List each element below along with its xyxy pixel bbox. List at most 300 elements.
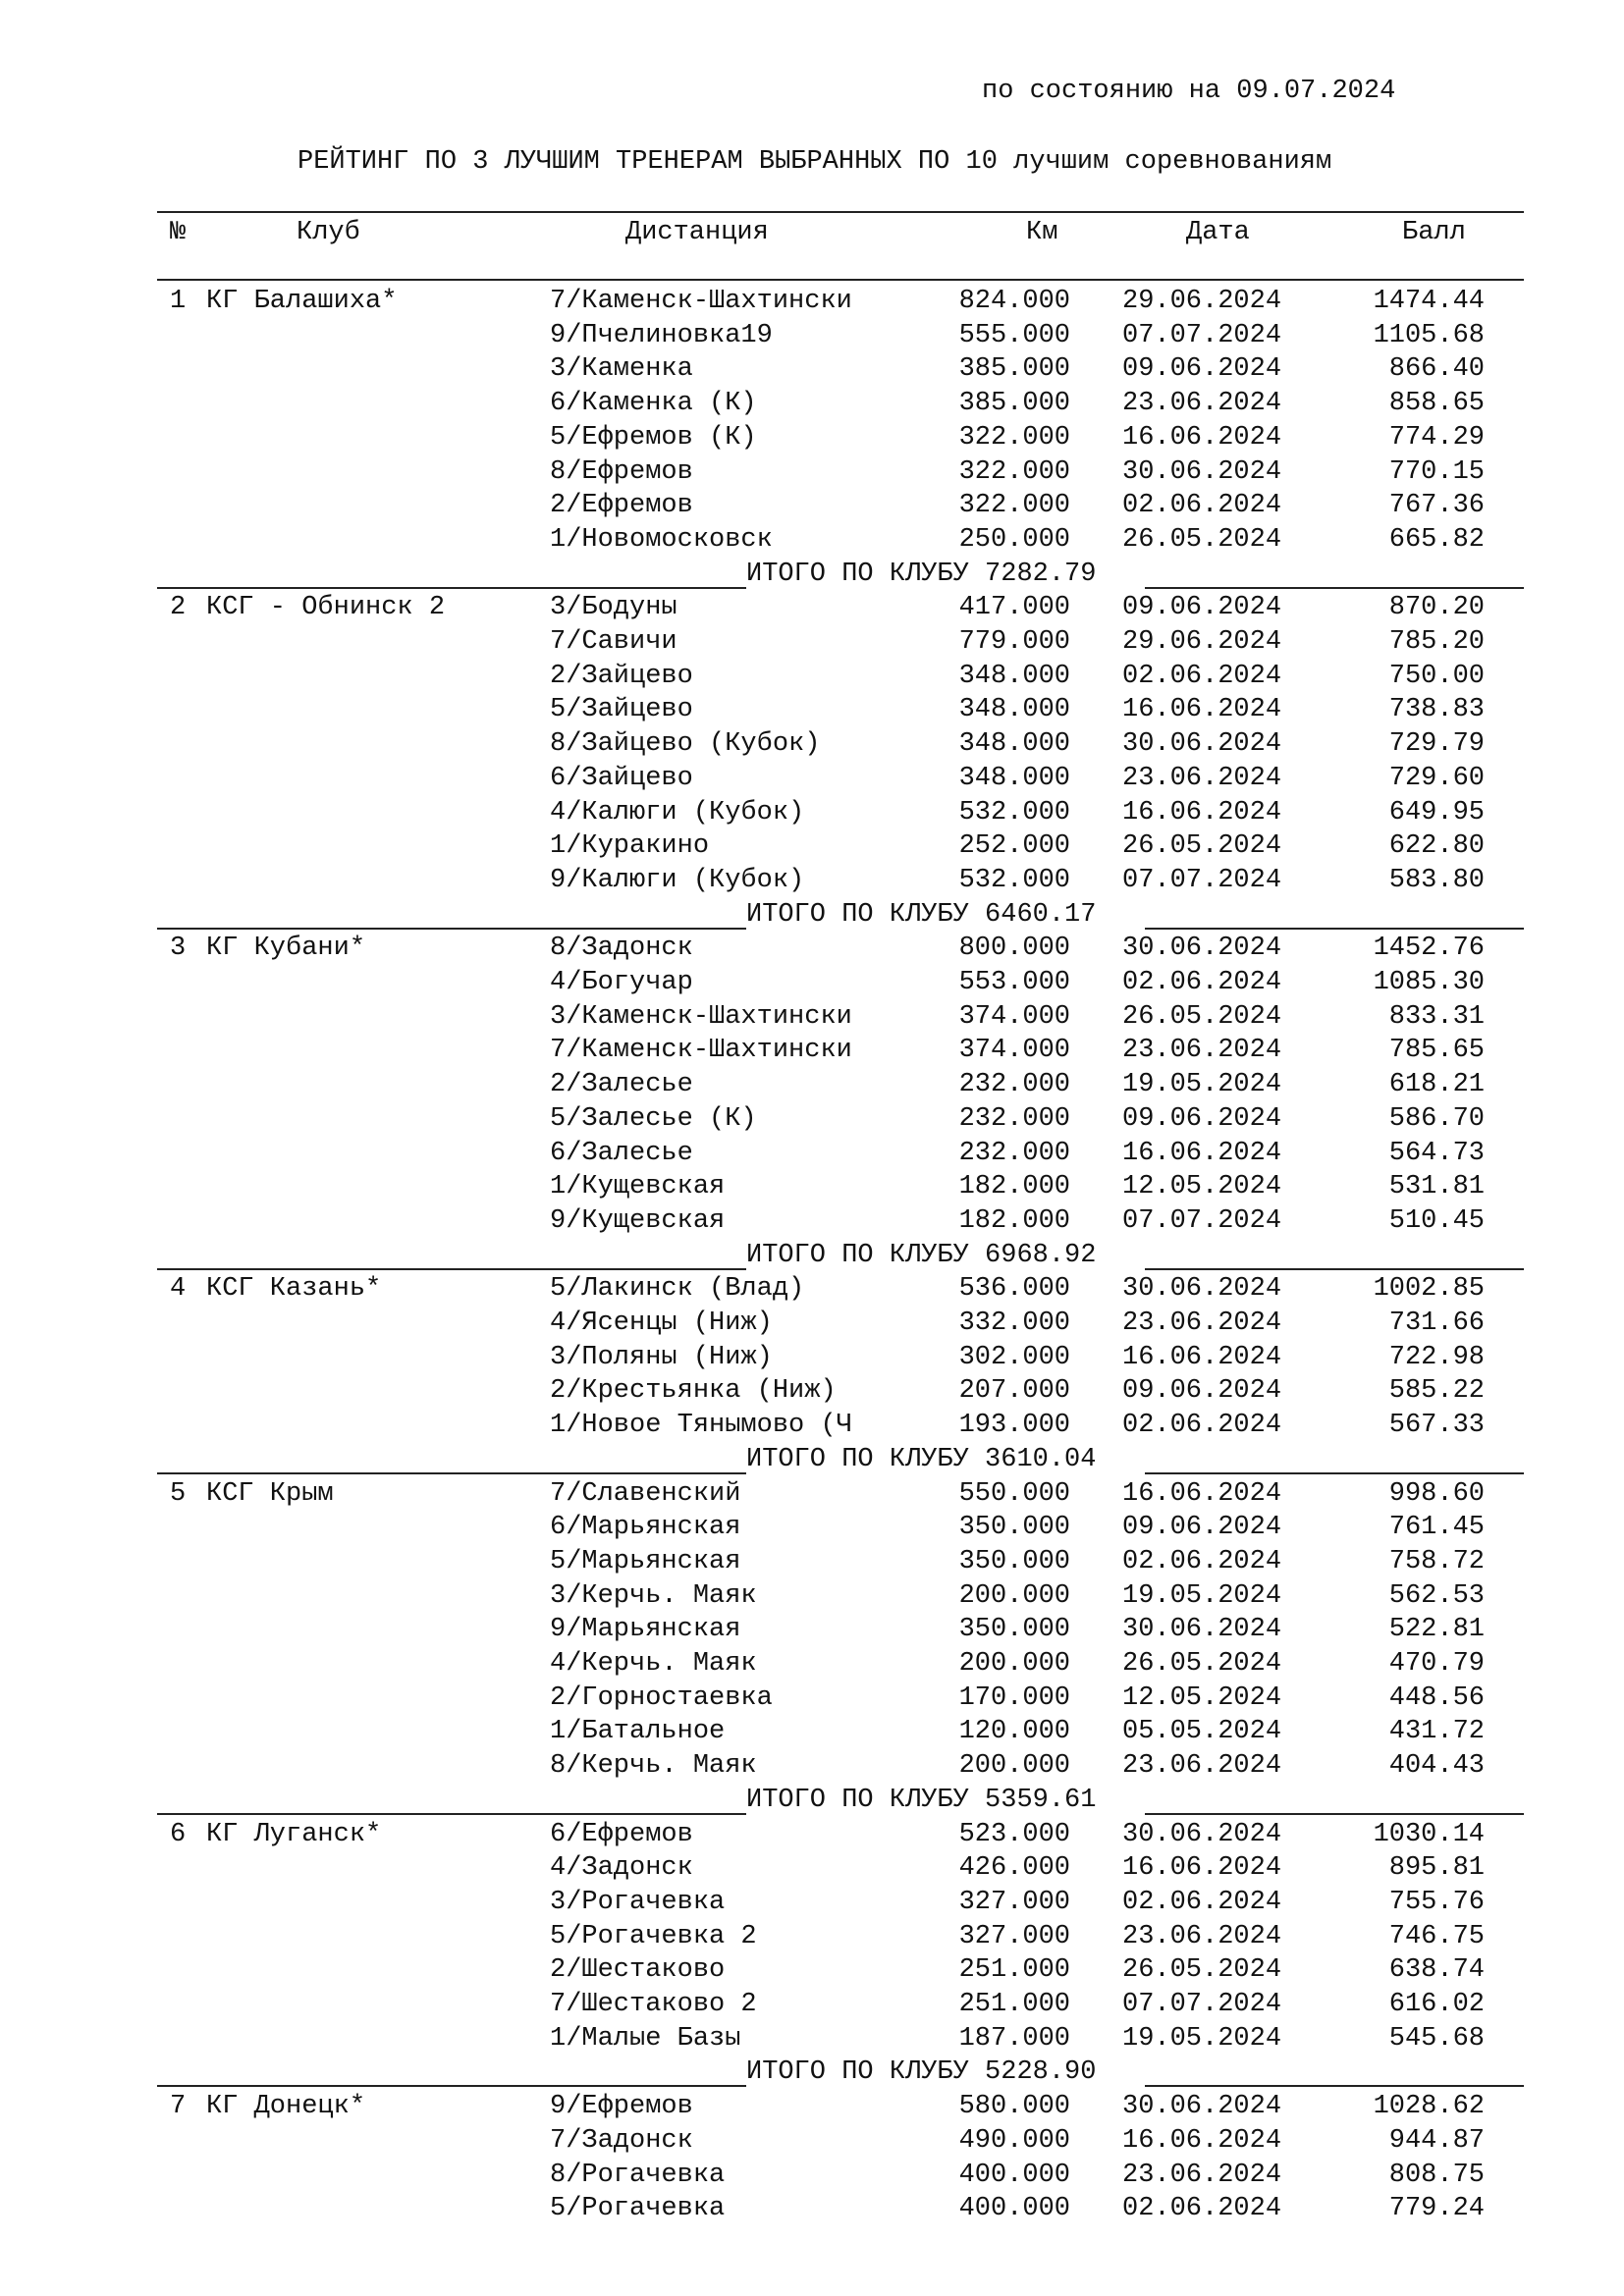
km-cell: 350.000 bbox=[958, 1513, 1070, 1543]
date-cell: 26.05.2024 bbox=[1122, 1649, 1282, 1679]
distance-cell: 2/Залесье bbox=[550, 1070, 693, 1100]
col-header-distance: Дистанция bbox=[625, 218, 769, 247]
club-total bbox=[746, 1241, 1096, 1270]
score-cell: 522.81 bbox=[1388, 1615, 1485, 1645]
km-cell: 302.000 bbox=[958, 1342, 1070, 1372]
distance-cell: 6/Зайцево bbox=[550, 763, 693, 793]
date-cell: 07.07.2024 bbox=[1122, 1205, 1282, 1236]
km-cell: 417.000 bbox=[958, 593, 1070, 623]
km-cell: 779.000 bbox=[958, 627, 1070, 657]
score-cell: 404.43 bbox=[1388, 1751, 1485, 1782]
km-cell: 550.000 bbox=[958, 1478, 1070, 1509]
date-cell: 02.06.2024 bbox=[1122, 1411, 1282, 1441]
date-cell: 09.06.2024 bbox=[1122, 1376, 1282, 1407]
club-rank: 4 bbox=[170, 1274, 187, 1305]
score-cell: 758.72 bbox=[1388, 1546, 1485, 1576]
date-cell: 16.06.2024 bbox=[1122, 1853, 1282, 1884]
date-cell: 30.06.2024 bbox=[1122, 729, 1282, 760]
km-cell: 182.000 bbox=[958, 1172, 1070, 1202]
score-cell: 729.79 bbox=[1388, 729, 1485, 760]
page-title: РЕЙТИНГ ПО 3 ЛУЧШИМ ТРЕНЕРАМ ВЫБРАННЫХ ПО 10 лучшим соревнованиям bbox=[298, 147, 1332, 177]
total-value: 5359.61 bbox=[985, 1785, 1097, 1815]
km-cell: 200.000 bbox=[958, 1580, 1070, 1611]
date-cell: 16.06.2024 bbox=[1122, 1342, 1282, 1372]
date-cell: 07.07.2024 bbox=[1122, 320, 1282, 350]
score-cell: 1105.68 bbox=[1373, 320, 1485, 350]
date-cell: 30.06.2024 bbox=[1122, 456, 1282, 487]
score-cell: 895.81 bbox=[1388, 1853, 1485, 1884]
score-cell: 665.82 bbox=[1388, 524, 1485, 555]
score-cell: 1452.76 bbox=[1373, 934, 1485, 964]
date-cell: 09.06.2024 bbox=[1122, 593, 1282, 623]
header-bottom-rule bbox=[157, 279, 1524, 281]
score-cell: 767.36 bbox=[1388, 491, 1485, 521]
club-total-row bbox=[157, 900, 1524, 934]
score-cell: 1085.30 bbox=[1373, 968, 1485, 997]
club-total-row bbox=[157, 1241, 1524, 1275]
date-cell: 07.07.2024 bbox=[1122, 865, 1282, 895]
score-cell: 583.80 bbox=[1388, 865, 1485, 895]
date-cell: 26.05.2024 bbox=[1122, 831, 1282, 862]
table-row bbox=[0, 1070, 1624, 1104]
distance-cell: 9/Пчелиновка19 bbox=[550, 320, 773, 350]
km-cell: 182.000 bbox=[958, 1205, 1070, 1236]
km-cell: 523.000 bbox=[958, 1819, 1070, 1849]
score-cell: 722.98 bbox=[1388, 1342, 1485, 1372]
score-cell: 785.65 bbox=[1388, 1036, 1485, 1066]
club-total bbox=[746, 560, 1096, 589]
table-row bbox=[0, 934, 1624, 968]
km-cell: 553.000 bbox=[958, 968, 1070, 997]
total-rule-left bbox=[157, 1268, 746, 1270]
club-total bbox=[746, 1445, 1096, 1474]
table-row bbox=[0, 1206, 1624, 1241]
total-rule-left bbox=[157, 1472, 746, 1474]
km-cell: 490.000 bbox=[958, 2125, 1070, 2156]
km-cell: 400.000 bbox=[958, 2194, 1070, 2224]
table-row bbox=[0, 1717, 1624, 1751]
table-row bbox=[0, 354, 1624, 389]
table-row bbox=[0, 1139, 1624, 1173]
score-cell: 638.74 bbox=[1388, 1955, 1485, 1986]
score-cell: 1474.44 bbox=[1373, 287, 1485, 316]
date-cell: 09.06.2024 bbox=[1122, 1103, 1282, 1134]
col-header-num: № bbox=[170, 218, 187, 247]
km-cell: 170.000 bbox=[958, 1682, 1070, 1713]
distance-cell: 2/Ефремов bbox=[550, 491, 693, 521]
km-cell: 332.000 bbox=[958, 1308, 1070, 1338]
table-row bbox=[0, 866, 1624, 900]
col-header-club: Клуб bbox=[297, 218, 360, 247]
table-row bbox=[0, 627, 1624, 662]
score-cell: 649.95 bbox=[1388, 797, 1485, 828]
table-row bbox=[0, 1547, 1624, 1581]
club-name: КГ Луганск* bbox=[206, 1819, 382, 1849]
table-row bbox=[0, 831, 1624, 866]
score-cell: 944.87 bbox=[1388, 2125, 1485, 2156]
km-cell: 327.000 bbox=[958, 1887, 1070, 1917]
km-cell: 555.000 bbox=[958, 320, 1070, 350]
table-row bbox=[0, 1036, 1624, 1070]
table-row bbox=[0, 1888, 1624, 1922]
date-cell: 23.06.2024 bbox=[1122, 1308, 1282, 1338]
km-cell: 350.000 bbox=[958, 1615, 1070, 1645]
total-rule-right bbox=[1145, 1268, 1524, 1270]
table-row bbox=[0, 1683, 1624, 1718]
table-row bbox=[0, 968, 1624, 1002]
distance-cell: 5/Зайцево bbox=[550, 695, 693, 725]
table-row bbox=[0, 1990, 1624, 2024]
table-row bbox=[0, 695, 1624, 729]
date-cell: 29.06.2024 bbox=[1122, 287, 1282, 316]
table-row bbox=[0, 1581, 1624, 1616]
table-row bbox=[0, 2161, 1624, 2195]
score-cell: 761.45 bbox=[1388, 1513, 1485, 1543]
score-cell: 585.22 bbox=[1388, 1376, 1485, 1407]
distance-cell: 5/Рогачевка 2 bbox=[550, 1921, 757, 1951]
date-cell: 30.06.2024 bbox=[1122, 2092, 1282, 2122]
date-cell: 16.06.2024 bbox=[1122, 1138, 1282, 1168]
km-cell: 232.000 bbox=[958, 1070, 1070, 1100]
date-cell: 09.06.2024 bbox=[1122, 354, 1282, 385]
score-cell: 738.83 bbox=[1388, 695, 1485, 725]
total-rule-left bbox=[157, 587, 746, 589]
club-total-row bbox=[157, 1445, 1524, 1479]
score-cell: 448.56 bbox=[1388, 1682, 1485, 1713]
table-row bbox=[0, 2092, 1624, 2126]
km-cell: 824.000 bbox=[958, 287, 1070, 316]
km-cell: 232.000 bbox=[958, 1138, 1070, 1168]
date-cell: 02.06.2024 bbox=[1122, 1887, 1282, 1917]
total-rule-left bbox=[157, 928, 746, 930]
table-row bbox=[0, 2194, 1624, 2228]
date-cell: 02.06.2024 bbox=[1122, 2194, 1282, 2224]
date-cell: 02.06.2024 bbox=[1122, 1546, 1282, 1576]
table-row bbox=[0, 423, 1624, 457]
club-total-row bbox=[157, 560, 1524, 594]
table-row bbox=[0, 287, 1624, 321]
date-cell: 16.06.2024 bbox=[1122, 695, 1282, 725]
total-rule-right bbox=[1145, 2085, 1524, 2087]
date-cell: 23.06.2024 bbox=[1122, 2160, 1282, 2190]
club-rank: 2 bbox=[170, 593, 187, 623]
distance-cell: 3/Каменск-Шахтински bbox=[550, 1001, 852, 1032]
score-cell: 770.15 bbox=[1388, 456, 1485, 487]
distance-cell: 7/Савичи bbox=[550, 627, 677, 657]
table-row bbox=[0, 1955, 1624, 1990]
table-row bbox=[0, 1479, 1624, 1514]
distance-cell: 7/Каменск-Шахтински bbox=[550, 1036, 852, 1066]
distance-cell: 8/Задонск bbox=[550, 934, 693, 964]
distance-cell: 6/Марьянская bbox=[550, 1513, 741, 1543]
distance-cell: 6/Каменка (К) bbox=[550, 389, 757, 419]
distance-cell: 8/Ефремов bbox=[550, 456, 693, 487]
date-cell: 30.06.2024 bbox=[1122, 1615, 1282, 1645]
km-cell: 532.000 bbox=[958, 865, 1070, 895]
date-cell: 29.06.2024 bbox=[1122, 627, 1282, 657]
km-cell: 536.000 bbox=[958, 1274, 1070, 1305]
table-row bbox=[0, 1172, 1624, 1206]
date-cell: 23.06.2024 bbox=[1122, 1921, 1282, 1951]
score-cell: 746.75 bbox=[1388, 1921, 1485, 1951]
club-total-row bbox=[157, 1786, 1524, 1820]
km-cell: 385.000 bbox=[958, 389, 1070, 419]
table-row bbox=[0, 389, 1624, 423]
score-cell: 729.60 bbox=[1388, 763, 1485, 793]
score-cell: 866.40 bbox=[1388, 354, 1485, 385]
score-cell: 870.20 bbox=[1388, 593, 1485, 623]
date-cell: 26.05.2024 bbox=[1122, 1001, 1282, 1032]
score-cell: 567.33 bbox=[1388, 1411, 1485, 1441]
score-cell: 531.81 bbox=[1388, 1172, 1485, 1202]
total-label: ИТОГО ПО КЛУБУ bbox=[746, 1240, 969, 1270]
km-cell: 322.000 bbox=[958, 456, 1070, 487]
score-cell: 622.80 bbox=[1388, 831, 1485, 862]
score-cell: 1030.14 bbox=[1373, 1819, 1485, 1849]
date-cell: 07.07.2024 bbox=[1122, 1990, 1282, 2019]
km-cell: 385.000 bbox=[958, 354, 1070, 385]
distance-cell: 7/Каменск-Шахтински bbox=[550, 287, 852, 316]
total-label: ИТОГО ПО КЛУБУ bbox=[746, 2057, 969, 2088]
total-rule-left bbox=[157, 1813, 746, 1815]
total-value: 5228.90 bbox=[985, 2057, 1097, 2088]
distance-cell: 1/Малые Базы bbox=[550, 2023, 741, 2054]
km-cell: 322.000 bbox=[958, 491, 1070, 521]
score-cell: 755.76 bbox=[1388, 1887, 1485, 1917]
date-cell: 23.06.2024 bbox=[1122, 763, 1282, 793]
club-name: КГ Донецк* bbox=[206, 2092, 366, 2122]
col-header-date: Дата bbox=[1186, 218, 1250, 247]
date-cell: 02.06.2024 bbox=[1122, 968, 1282, 997]
distance-cell: 7/Славенский bbox=[550, 1478, 741, 1509]
distance-cell: 5/Рогачевка bbox=[550, 2194, 726, 2224]
km-cell: 374.000 bbox=[958, 1001, 1070, 1032]
score-cell: 618.21 bbox=[1388, 1070, 1485, 1100]
date-cell: 19.05.2024 bbox=[1122, 2023, 1282, 2054]
distance-cell: 5/Ефремов (К) bbox=[550, 422, 757, 453]
total-value: 3610.04 bbox=[985, 1444, 1097, 1474]
score-cell: 785.20 bbox=[1388, 627, 1485, 657]
total-value: 6460.17 bbox=[985, 899, 1097, 930]
distance-cell: 5/Залесье (К) bbox=[550, 1103, 757, 1134]
score-cell: 750.00 bbox=[1388, 661, 1485, 691]
distance-cell: 7/Задонск bbox=[550, 2125, 693, 2156]
date-cell: 30.06.2024 bbox=[1122, 1274, 1282, 1305]
total-rule-right bbox=[1145, 587, 1524, 589]
score-cell: 562.53 bbox=[1388, 1580, 1485, 1611]
km-cell: 580.000 bbox=[958, 2092, 1070, 2122]
table-row bbox=[0, 1853, 1624, 1888]
distance-cell: 7/Шестаково 2 bbox=[550, 1990, 757, 2019]
club-rank: 1 bbox=[170, 287, 187, 316]
distance-cell: 2/Горностаевка bbox=[550, 1682, 773, 1713]
date-cell: 12.05.2024 bbox=[1122, 1172, 1282, 1202]
score-cell: 510.45 bbox=[1388, 1205, 1485, 1236]
km-cell: 348.000 bbox=[958, 695, 1070, 725]
date-cell: 02.06.2024 bbox=[1122, 661, 1282, 691]
km-cell: 200.000 bbox=[958, 1751, 1070, 1782]
total-value: 6968.92 bbox=[985, 1240, 1097, 1270]
distance-cell: 1/Кущевская bbox=[550, 1172, 726, 1202]
distance-cell: 3/Бодуны bbox=[550, 593, 677, 623]
distance-cell: 4/Калюги (Кубок) bbox=[550, 797, 805, 828]
table-row bbox=[0, 1751, 1624, 1786]
distance-cell: 9/Калюги (Кубок) bbox=[550, 865, 805, 895]
distance-cell: 6/Залесье bbox=[550, 1138, 693, 1168]
table-row bbox=[0, 1513, 1624, 1547]
club-total bbox=[746, 900, 1096, 930]
distance-cell: 1/Новомосковск bbox=[550, 524, 773, 555]
table-row bbox=[0, 2126, 1624, 2161]
date-cell: 16.06.2024 bbox=[1122, 422, 1282, 453]
km-cell: 251.000 bbox=[958, 1955, 1070, 1986]
score-cell: 833.31 bbox=[1388, 1001, 1485, 1032]
total-value: 7282.79 bbox=[985, 559, 1097, 589]
club-rank: 5 bbox=[170, 1478, 187, 1509]
date-cell: 16.06.2024 bbox=[1122, 1478, 1282, 1509]
club-rank: 6 bbox=[170, 1819, 187, 1849]
table-row bbox=[0, 491, 1624, 525]
km-cell: 120.000 bbox=[958, 1717, 1070, 1747]
club-total bbox=[746, 2057, 1096, 2087]
km-cell: 348.000 bbox=[958, 729, 1070, 760]
score-cell: 1002.85 bbox=[1373, 1274, 1485, 1305]
table-row bbox=[0, 2024, 1624, 2058]
table-row bbox=[0, 662, 1624, 696]
score-cell: 1028.62 bbox=[1373, 2092, 1485, 2122]
distance-cell: 1/Новое Тянымово (Ч bbox=[550, 1411, 852, 1441]
date-cell: 16.06.2024 bbox=[1122, 2125, 1282, 2156]
date-cell: 23.06.2024 bbox=[1122, 389, 1282, 419]
table-row bbox=[0, 798, 1624, 832]
distance-cell: 2/Крестьянка (Ниж) bbox=[550, 1376, 837, 1407]
score-cell: 564.73 bbox=[1388, 1138, 1485, 1168]
distance-cell: 3/Каменка bbox=[550, 354, 693, 385]
club-name: КГ Балашиха* bbox=[206, 287, 398, 316]
km-cell: 250.000 bbox=[958, 524, 1070, 555]
club-total bbox=[746, 1786, 1096, 1815]
score-cell: 616.02 bbox=[1388, 1990, 1485, 2019]
table-row bbox=[0, 729, 1624, 764]
distance-cell: 9/Марьянская bbox=[550, 1615, 741, 1645]
club-name: КСГ Казань* bbox=[206, 1274, 382, 1305]
table-row bbox=[0, 1104, 1624, 1139]
distance-cell: 8/Рогачевка bbox=[550, 2160, 726, 2190]
distance-cell: 9/Ефремов bbox=[550, 2092, 693, 2122]
km-cell: 800.000 bbox=[958, 934, 1070, 964]
distance-cell: 4/Керчь. Маяк bbox=[550, 1649, 757, 1679]
km-cell: 232.000 bbox=[958, 1103, 1070, 1134]
score-cell: 774.29 bbox=[1388, 422, 1485, 453]
col-header-km: Км bbox=[1026, 218, 1058, 247]
distance-cell: 6/Ефремов bbox=[550, 1819, 693, 1849]
score-cell: 998.60 bbox=[1388, 1478, 1485, 1509]
distance-cell: 9/Кущевская bbox=[550, 1205, 726, 1236]
score-cell: 858.65 bbox=[1388, 389, 1485, 419]
club-name: КСГ Крым bbox=[206, 1478, 334, 1509]
table-row bbox=[0, 1649, 1624, 1683]
table-row bbox=[0, 457, 1624, 492]
table-row bbox=[0, 1922, 1624, 1956]
date-cell: 19.05.2024 bbox=[1122, 1070, 1282, 1100]
km-cell: 252.000 bbox=[958, 831, 1070, 862]
km-cell: 426.000 bbox=[958, 1853, 1070, 1884]
distance-cell: 3/Поляны (Ниж) bbox=[550, 1342, 773, 1372]
table-row bbox=[0, 1274, 1624, 1308]
km-cell: 251.000 bbox=[958, 1990, 1070, 2019]
total-label: ИТОГО ПО КЛУБУ bbox=[746, 899, 969, 930]
distance-cell: 4/Ясенцы (Ниж) bbox=[550, 1308, 773, 1338]
total-rule-right bbox=[1145, 928, 1524, 930]
date-cell: 30.06.2024 bbox=[1122, 934, 1282, 964]
table-row bbox=[0, 764, 1624, 798]
total-label: ИТОГО ПО КЛУБУ bbox=[746, 1444, 969, 1474]
club-name: КГ Кубани* bbox=[206, 934, 366, 964]
date-cell: 23.06.2024 bbox=[1122, 1751, 1282, 1782]
distance-cell: 5/Лакинск (Влад) bbox=[550, 1274, 805, 1305]
km-cell: 348.000 bbox=[958, 763, 1070, 793]
table-row bbox=[0, 593, 1624, 627]
total-label: ИТОГО ПО КЛУБУ bbox=[746, 559, 969, 589]
score-cell: 431.72 bbox=[1388, 1717, 1485, 1747]
score-cell: 731.66 bbox=[1388, 1308, 1485, 1338]
distance-cell: 2/Зайцево bbox=[550, 661, 693, 691]
distance-cell: 3/Керчь. Маяк bbox=[550, 1580, 757, 1611]
km-cell: 193.000 bbox=[958, 1411, 1070, 1441]
table-row bbox=[0, 321, 1624, 355]
table-row bbox=[0, 1615, 1624, 1649]
date-cell: 30.06.2024 bbox=[1122, 1819, 1282, 1849]
date-cell: 09.06.2024 bbox=[1122, 1513, 1282, 1543]
km-cell: 207.000 bbox=[958, 1376, 1070, 1407]
distance-cell: 4/Задонск bbox=[550, 1853, 693, 1884]
km-cell: 400.000 bbox=[958, 2160, 1070, 2190]
club-total-row bbox=[157, 2057, 1524, 2092]
distance-cell: 3/Рогачевка bbox=[550, 1887, 726, 1917]
date-cell: 02.06.2024 bbox=[1122, 491, 1282, 521]
club-rank: 3 bbox=[170, 934, 187, 964]
distance-cell: 4/Богучар bbox=[550, 968, 693, 997]
total-rule-left bbox=[157, 2085, 746, 2087]
table-row bbox=[0, 1002, 1624, 1037]
distance-cell: 8/Керчь. Маяк bbox=[550, 1751, 757, 1782]
status-date: по состоянию на 09.07.2024 bbox=[982, 77, 1396, 106]
club-rank: 7 bbox=[170, 2092, 187, 2122]
km-cell: 322.000 bbox=[958, 422, 1070, 453]
km-cell: 187.000 bbox=[958, 2023, 1070, 2054]
score-cell: 779.24 bbox=[1388, 2194, 1485, 2224]
score-cell: 586.70 bbox=[1388, 1103, 1485, 1134]
score-cell: 545.68 bbox=[1388, 2023, 1485, 2054]
km-cell: 200.000 bbox=[958, 1649, 1070, 1679]
km-cell: 350.000 bbox=[958, 1546, 1070, 1576]
table-row bbox=[0, 525, 1624, 560]
date-cell: 05.05.2024 bbox=[1122, 1717, 1282, 1747]
total-rule-right bbox=[1145, 1472, 1524, 1474]
date-cell: 26.05.2024 bbox=[1122, 524, 1282, 555]
distance-cell: 5/Марьянская bbox=[550, 1546, 741, 1576]
km-cell: 532.000 bbox=[958, 797, 1070, 828]
distance-cell: 8/Зайцево (Кубок) bbox=[550, 729, 821, 760]
distance-cell: 1/Куракино bbox=[550, 831, 710, 862]
km-cell: 327.000 bbox=[958, 1921, 1070, 1951]
table-row bbox=[0, 1411, 1624, 1445]
table-row bbox=[0, 1308, 1624, 1343]
table-row bbox=[0, 1376, 1624, 1411]
date-cell: 19.05.2024 bbox=[1122, 1580, 1282, 1611]
table-row bbox=[0, 1343, 1624, 1377]
km-cell: 348.000 bbox=[958, 661, 1070, 691]
